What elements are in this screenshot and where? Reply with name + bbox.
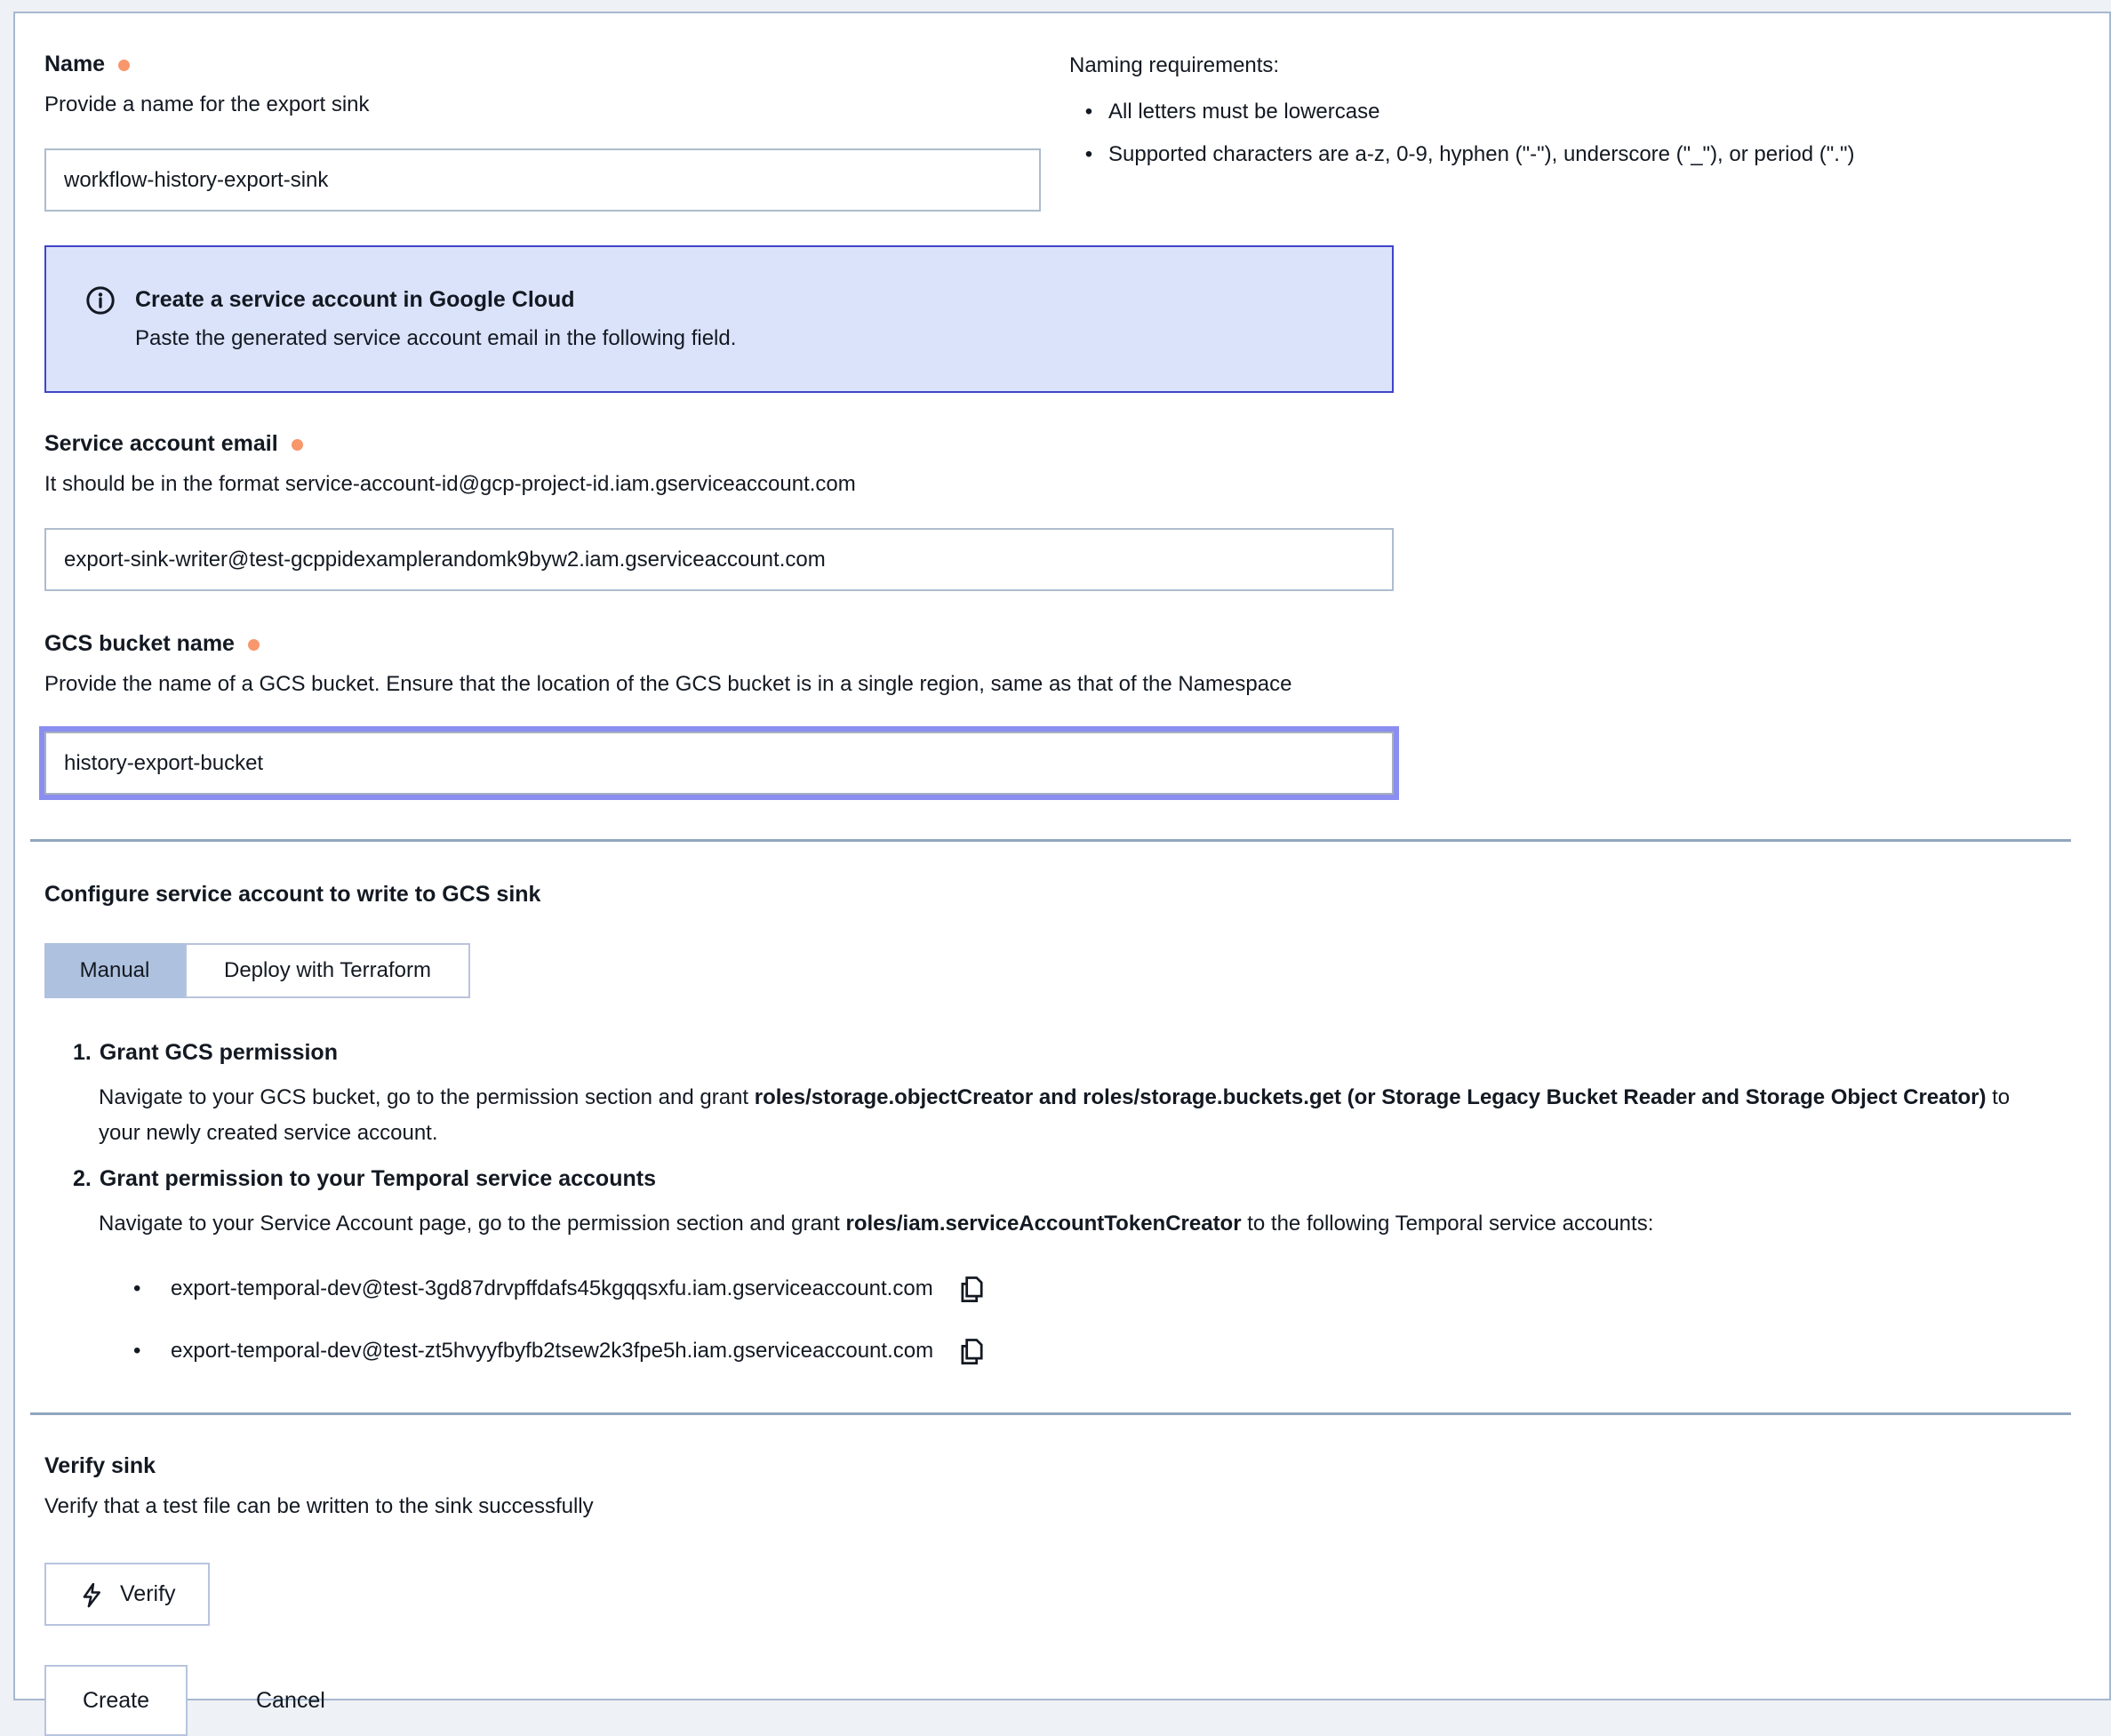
- manual-steps: [73, 1037, 2083, 1366]
- form-card: [13, 12, 2111, 1713]
- tab-manual[interactable]: [44, 943, 185, 998]
- bucket-helper-text: Provide the name of a GCS bucket. Ensure that the location of the GCS bucket is in a single region, same as that of the Namespace: [44, 672, 1292, 696]
- name-input[interactable]: [44, 148, 1041, 212]
- naming-requirements: [1069, 49, 1854, 212]
- copy-icon: [956, 1275, 986, 1304]
- cancel-button[interactable]: Cancel: [247, 1688, 334, 1714]
- verify-helper-text: Verify that a test file can be written to the sink successfully: [44, 1494, 594, 1518]
- bullet-icon: •: [133, 1276, 141, 1300]
- step-title: Grant permission to your Temporal service accounts: [99, 1166, 656, 1191]
- required-dot-icon: [248, 639, 260, 651]
- configure-tabs: [44, 943, 2083, 998]
- lightning-bolt-icon: [78, 1581, 105, 1608]
- verify-button-label: Verify: [120, 1581, 176, 1606]
- step-grant-temporal-permission: [73, 1164, 2083, 1242]
- tab-manual-label: Manual: [79, 958, 150, 982]
- copy-button[interactable]: [956, 1275, 986, 1304]
- step-body: [99, 1080, 2036, 1151]
- bucket-field-group: [44, 628, 2083, 795]
- name-helper-text: Provide a name for the export sink: [44, 92, 370, 116]
- step-heading: [73, 1164, 2083, 1194]
- bullet-icon: •: [1084, 142, 1093, 166]
- bucket-label-text: GCS bucket name: [44, 631, 235, 656]
- step-number: 1.: [73, 1040, 92, 1065]
- step-body-text: Navigate to your Service Account page, go to the permission section and grant: [99, 1212, 846, 1236]
- step-body-roles: roles/iam.serviceAccountTokenCreator: [845, 1212, 1242, 1236]
- step-body: [99, 1206, 2036, 1242]
- bucket-label: [44, 628, 2083, 659]
- service-account-field-group: [44, 428, 2083, 591]
- naming-requirements-list: [1069, 97, 1854, 170]
- verify-button[interactable]: [44, 1563, 210, 1626]
- service-account-item: [133, 1274, 2083, 1304]
- step-body-text: to your newly created service account.: [99, 1085, 2011, 1145]
- copy-icon: [956, 1337, 986, 1366]
- section-divider: [30, 1412, 2071, 1415]
- required-dot-icon: [292, 439, 303, 451]
- create-button[interactable]: Create: [44, 1665, 188, 1736]
- naming-requirement-item: [1069, 97, 1854, 127]
- bullet-icon: •: [133, 1339, 141, 1363]
- step-body-text: Navigate to your GCS bucket, go to the permission section and grant: [99, 1085, 755, 1109]
- naming-requirement-item: [1069, 140, 1854, 170]
- naming-requirement-text: All letters must be lowercase: [1108, 100, 1380, 124]
- step-heading: [73, 1037, 2083, 1068]
- form-actions: [44, 1665, 2083, 1736]
- verify-section-title: Verify sink: [44, 1453, 156, 1478]
- name-label: [44, 49, 1041, 79]
- info-banner-content: [135, 284, 736, 354]
- configure-section-title: Configure service account to write to GCS sink: [44, 882, 541, 907]
- temporal-service-account-list: [133, 1274, 2083, 1366]
- bullet-icon: •: [1084, 100, 1093, 124]
- required-dot-icon: [118, 60, 130, 71]
- service-account-email: export-temporal-dev@test-3gd87drvpffdafs45kgqqsxfu.iam.gserviceaccount.com: [171, 1276, 933, 1300]
- section-divider: [30, 839, 2071, 842]
- service-account-item: [133, 1336, 2083, 1366]
- service-account-email: export-temporal-dev@test-zt5hvyyfbyfb2tsew2k3fpe5h.iam.gserviceaccount.com: [171, 1339, 934, 1363]
- step-title: Grant GCS permission: [99, 1040, 338, 1065]
- copy-button[interactable]: [956, 1337, 986, 1366]
- naming-requirement-text: Supported characters are a-z, 0-9, hyphen ("-"), underscore ("_"), or period ("."): [1108, 142, 1855, 166]
- service-account-email-input[interactable]: [44, 528, 1394, 591]
- info-banner: [44, 245, 1394, 393]
- tab-deploy-with-terraform[interactable]: [185, 943, 470, 998]
- name-field-group: [44, 49, 1041, 212]
- tab-terraform-label: Deploy with Terraform: [224, 958, 431, 982]
- name-label-text: Name: [44, 52, 106, 76]
- info-icon: [85, 285, 116, 354]
- bucket-name-input[interactable]: [44, 732, 1394, 795]
- info-banner-body: Paste the generated service account email in the following field.: [135, 326, 737, 350]
- service-account-label-text: Service account email: [44, 431, 278, 456]
- name-row: [44, 49, 2083, 212]
- service-account-label: [44, 428, 2083, 459]
- service-account-helper-text: It should be in the format service-account-id@gcp-project-id.iam.gserviceaccount.com: [44, 472, 856, 496]
- step-grant-gcs-permission: [73, 1037, 2083, 1151]
- info-banner-title: Create a service account in Google Cloud: [135, 287, 575, 312]
- step-body-roles: roles/storage.objectCreator and roles/storage.buckets.get (or Storage Legacy Bucket Reader and Storage Object Creator): [754, 1085, 1987, 1109]
- step-number: 2.: [73, 1166, 92, 1191]
- naming-requirements-title: Naming requirements:: [1069, 53, 1280, 77]
- step-body-text: to the following Temporal service accounts:: [1241, 1212, 1654, 1236]
